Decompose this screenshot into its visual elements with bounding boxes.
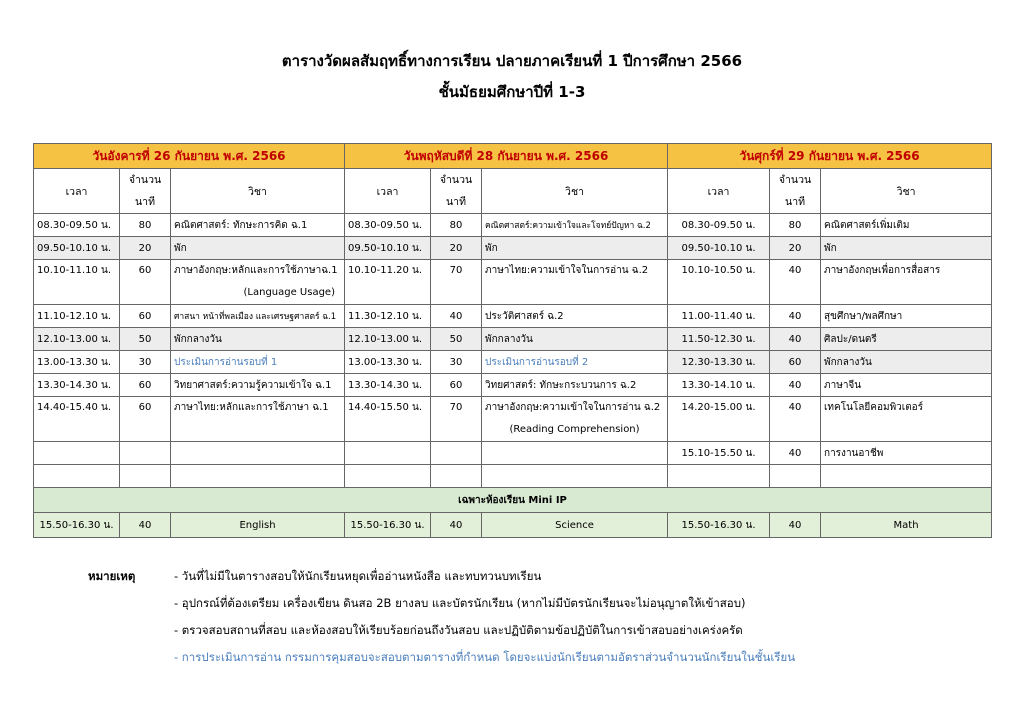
minutes-cell: 20 <box>431 237 482 260</box>
subject-cell: English <box>171 513 345 538</box>
day-header-row <box>34 144 992 169</box>
subject-cell: พัก <box>482 237 668 260</box>
minutes-cell: 60 <box>120 305 171 328</box>
minutes-cell: 40 <box>431 513 482 538</box>
time-cell: 13.00-13.30 น. <box>34 351 120 374</box>
day-header-1: วันอังคารที่ 26 กันยายน พ.ศ. 2566 <box>34 144 345 169</box>
time-cell: 14.40-15.50 น. <box>345 397 431 442</box>
subject-cell: ภาษาอังกฤษเพื่อการสื่อสาร <box>821 260 992 305</box>
minutes-cell: 60 <box>431 374 482 397</box>
minutes-cell: 80 <box>770 214 821 237</box>
col-subject: วิชา <box>171 169 345 214</box>
table-row <box>34 260 992 305</box>
time-cell: 13.30-14.10 น. <box>668 374 770 397</box>
col-minutes: จำนวน นาที <box>120 169 171 214</box>
col-minutes: จำนวน นาที <box>770 169 821 214</box>
subject-cell: พักกลางวัน <box>821 351 992 374</box>
time-cell: 09.50-10.10 น. <box>34 237 120 260</box>
minutes-cell <box>120 442 171 465</box>
note-item: - อุปกรณ์ที่ต้องเตรียม เครื่องเขียน ดินสอ 2B ยางลบ และบัตรนักเรียน (หากไม่มีบัตรนักเรียนจะไม่อนุญาตให้เข้าสอบ) <box>174 596 746 610</box>
time-cell: 10.10-11.20 น. <box>345 260 431 305</box>
subject-cell: คณิตศาสตร์:ความเข้าใจและโจทย์ปัญหา ฉ.2 <box>482 214 668 237</box>
time-cell: 12.10-13.00 น. <box>345 328 431 351</box>
note-item: - ตรวจสอบสถานที่สอบ และห้องสอบให้เรียบร้อยก่อนถึงวันสอบ และปฏิบัติตามข้อปฏิบัติในการเข้าสอบอย่างเคร่งครัด <box>174 623 743 637</box>
table-row <box>34 442 992 465</box>
time-cell: 13.30-14.30 น. <box>34 374 120 397</box>
time-cell: 14.40-15.40 น. <box>34 397 120 442</box>
minutes-cell: 60 <box>120 397 171 442</box>
page-title: ตารางวัดผลสัมฤทธิ์ทางการเรียน ปลายภาคเรียนที่ 1 ปีการศึกษา 2566 <box>281 52 743 70</box>
column-header-row <box>34 169 992 214</box>
time-cell: 09.50-10.10 น. <box>345 237 431 260</box>
subject-cell: ประวัติศาสตร์ ฉ.2 <box>482 305 668 328</box>
subject-cell: Math <box>821 513 992 538</box>
table-row <box>34 465 992 488</box>
mini-ip-banner-row <box>34 488 992 513</box>
subject-cell: เทคโนโลยีคอมพิวเตอร์ <box>821 397 992 442</box>
time-cell: 08.30-09.50 น. <box>668 214 770 237</box>
minutes-cell: 50 <box>120 328 171 351</box>
minutes-cell: 70 <box>431 397 482 442</box>
day-header-3: วันศุกร์ที่ 29 กันยายน พ.ศ. 2566 <box>668 144 992 169</box>
minutes-cell: 40 <box>770 260 821 305</box>
time-cell: 15.50-16.30 น. <box>345 513 431 538</box>
time-cell: 08.30-09.50 น. <box>34 214 120 237</box>
subject-cell: ภาษาจีน <box>821 374 992 397</box>
day-header-2: วันพฤหัสบดีที่ 28 กันยายน พ.ศ. 2566 <box>345 144 668 169</box>
minutes-cell: 60 <box>770 351 821 374</box>
col-subject: วิชา <box>821 169 992 214</box>
time-cell: 15.50-16.30 น. <box>34 513 120 538</box>
col-time: เวลา <box>34 169 120 214</box>
subject-cell <box>482 442 668 465</box>
col-time: เวลา <box>668 169 770 214</box>
subject-cell: ภาษาไทย:หลักและการใช้ภาษา ฉ.1 <box>171 397 345 442</box>
table-row <box>34 397 992 442</box>
subject-cell: ประเมินการอ่านรอบที่ 1 <box>171 351 345 374</box>
table-row <box>34 214 992 237</box>
subject-cell <box>171 442 345 465</box>
table-row <box>34 237 992 260</box>
minutes-cell: 40 <box>770 397 821 442</box>
subject-cell: Science <box>482 513 668 538</box>
minutes-cell: 40 <box>770 374 821 397</box>
subject-cell: ศาสนา หน้าที่พลเมือง และเศรษฐศาสตร์ ฉ.1 <box>171 305 345 328</box>
subject-cell: พัก <box>821 237 992 260</box>
subject-cell: สุขศึกษา/พลศึกษา <box>821 305 992 328</box>
minutes-cell: 80 <box>431 214 482 237</box>
minutes-cell: 40 <box>770 305 821 328</box>
time-cell <box>345 442 431 465</box>
time-cell: 11.30-12.10 น. <box>345 305 431 328</box>
subject-cell: ภาษาไทย:ความเข้าใจในการอ่าน ฉ.2 <box>482 260 668 305</box>
time-cell: 10.10-10.50 น. <box>668 260 770 305</box>
subject-cell: ศิลปะ/ดนตรี <box>821 328 992 351</box>
col-minutes: จำนวน นาที <box>431 169 482 214</box>
note-item: - การประเมินการอ่าน กรรมการคุมสอบจะสอบตามตารางที่กำหนด โดยจะแบ่งนักเรียนตามอัตราส่วนจำนวนนักเรียนในชั้นเรียน <box>174 650 796 664</box>
minutes-cell: 40 <box>431 305 482 328</box>
minutes-cell: 40 <box>120 513 171 538</box>
time-cell: 11.50-12.30 น. <box>668 328 770 351</box>
minutes-cell: 80 <box>120 214 171 237</box>
subject-cell: วิทยศาสตร์: ทักษะกระบวนการ ฉ.2 <box>482 374 668 397</box>
time-cell: 11.10-12.10 น. <box>34 305 120 328</box>
time-cell: 13.00-13.30 น. <box>345 351 431 374</box>
time-cell: 12.10-13.00 น. <box>34 328 120 351</box>
time-cell: 14.20-15.00 น. <box>668 397 770 442</box>
note-item: - วันที่ไม่มีในตารางสอบให้นักเรียนหยุดเพื่ออ่านหนังสือ และทบทวนบทเรียน <box>174 569 542 583</box>
time-cell: 13.30-14.30 น. <box>345 374 431 397</box>
time-cell: 12.30-13.30 น. <box>668 351 770 374</box>
subject-cell: พักกลางวัน <box>482 328 668 351</box>
subject-cell: วิทยาศาสตร์:ความรู้ความเข้าใจ ฉ.1 <box>171 374 345 397</box>
notes-label: หมายเหตุ <box>88 569 136 583</box>
mini-ip-banner: เฉพาะห้องเรียน Mini IP <box>34 488 992 513</box>
mini-ip-row <box>34 513 992 538</box>
time-cell: 09.50-10.10 น. <box>668 237 770 260</box>
minutes-cell: 20 <box>120 237 171 260</box>
subject-cell: ภาษาอังกฤษ:ความเข้าใจในการอ่าน ฉ.2 (Reading Comprehension) <box>482 397 668 442</box>
exam-schedule-table <box>33 143 992 538</box>
minutes-cell: 50 <box>431 328 482 351</box>
subject-cell: ภาษาอังกฤษ:หลักและการใช้ภาษาฉ.1 (Language Usage) <box>171 260 345 305</box>
time-cell: 15.50-16.30 น. <box>668 513 770 538</box>
minutes-cell: 40 <box>770 513 821 538</box>
minutes-cell: 60 <box>120 260 171 305</box>
time-cell: 15.10-15.50 น. <box>668 442 770 465</box>
page-subtitle: ชั้นมัธยมศึกษาปีที่ 1-3 <box>438 83 586 101</box>
subject-cell: ประเมินการอ่านรอบที่ 2 <box>482 351 668 374</box>
time-cell <box>34 442 120 465</box>
time-cell: 08.30-09.50 น. <box>345 214 431 237</box>
col-time: เวลา <box>345 169 431 214</box>
minutes-cell: 30 <box>431 351 482 374</box>
minutes-cell: 40 <box>770 328 821 351</box>
minutes-cell: 60 <box>120 374 171 397</box>
minutes-cell: 30 <box>120 351 171 374</box>
subject-cell: พักกลางวัน <box>171 328 345 351</box>
table-row <box>34 305 992 328</box>
minutes-cell <box>431 442 482 465</box>
col-subject: วิชา <box>482 169 668 214</box>
table-row <box>34 374 992 397</box>
subject-cell: คณิตศาสตร์เพิ่มเติม <box>821 214 992 237</box>
minutes-cell: 40 <box>770 442 821 465</box>
subject-cell: การงานอาชีพ <box>821 442 992 465</box>
time-cell: 11.00-11.40 น. <box>668 305 770 328</box>
time-cell: 10.10-11.10 น. <box>34 260 120 305</box>
minutes-cell: 20 <box>770 237 821 260</box>
subject-cell: คณิตศาสตร์: ทักษะการคิด ฉ.1 <box>171 214 345 237</box>
subject-cell: พัก <box>171 237 345 260</box>
minutes-cell: 70 <box>431 260 482 305</box>
table-row <box>34 328 992 351</box>
table-row <box>34 351 992 374</box>
